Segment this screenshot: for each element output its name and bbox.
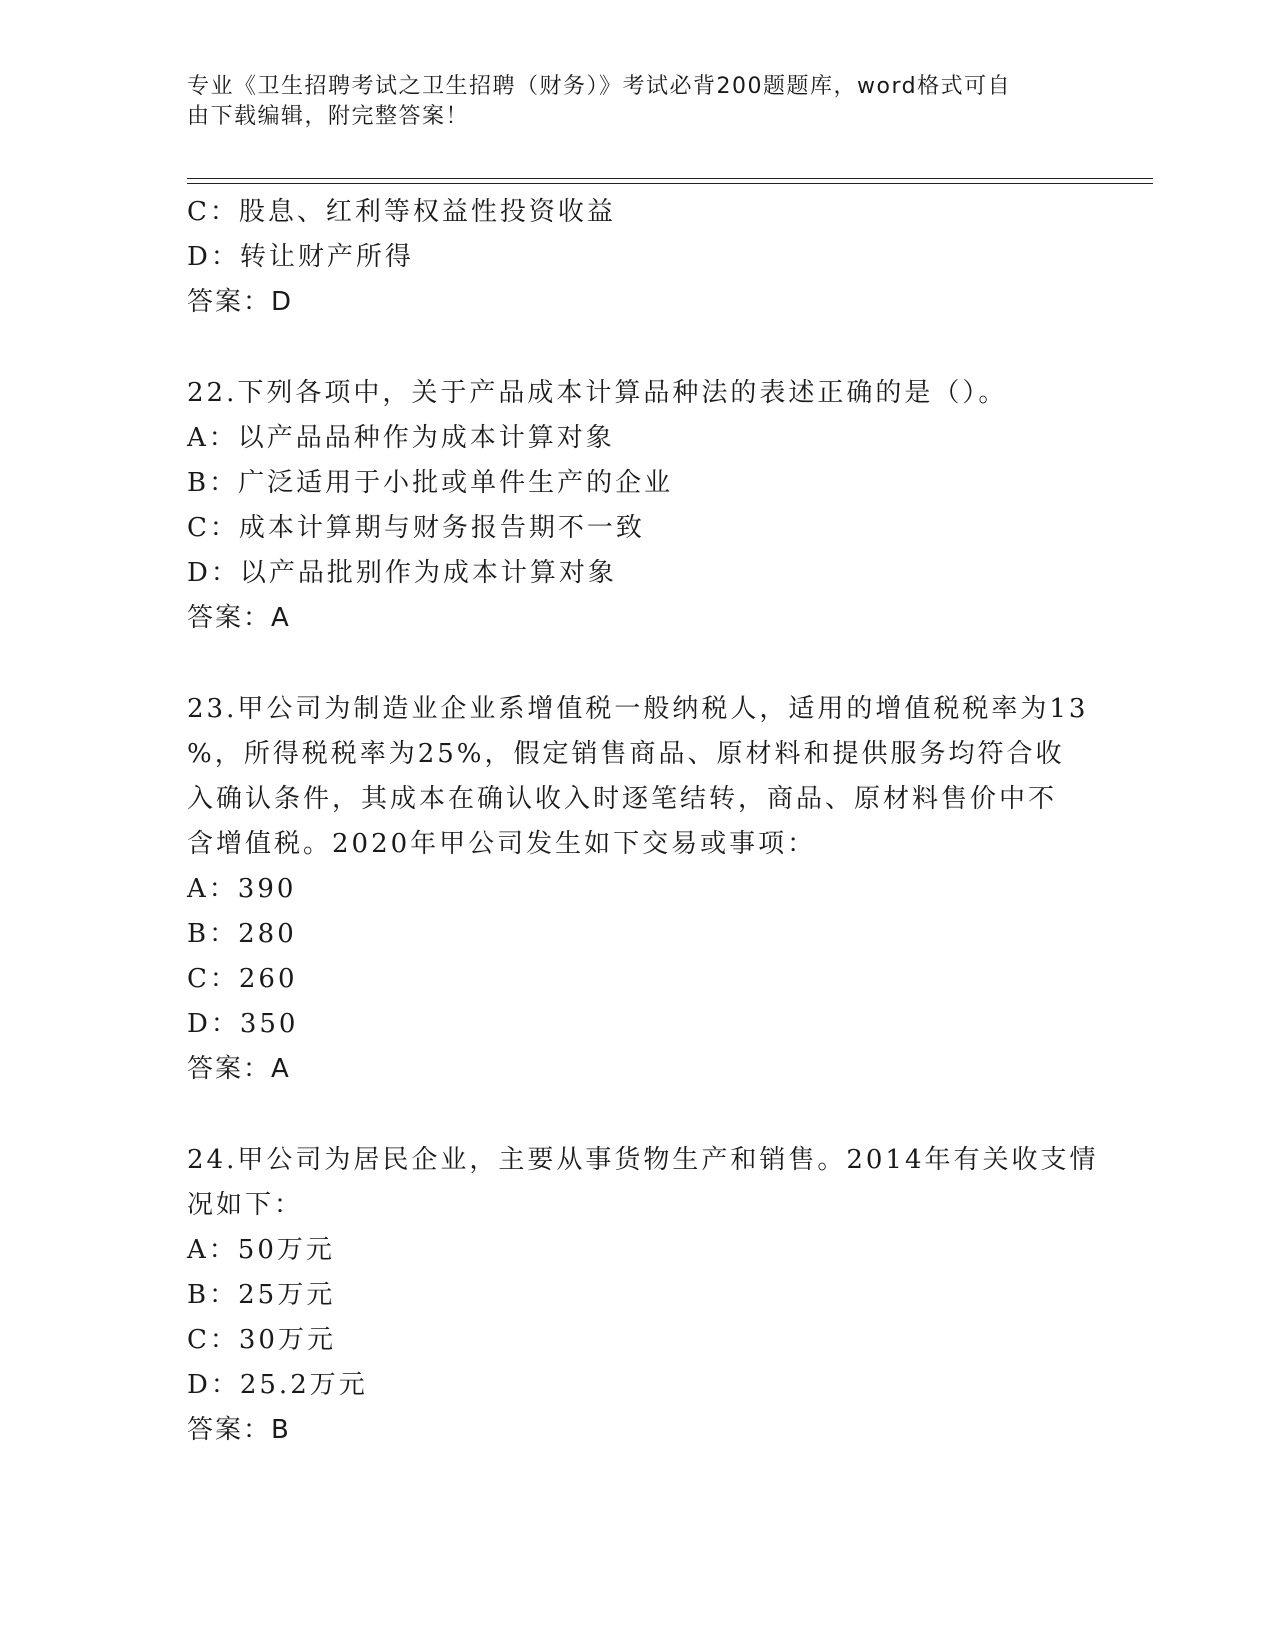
answer: 答案：B xyxy=(187,1415,291,1445)
question-23 xyxy=(187,687,1087,1092)
option-a: A：以产品品种作为成本计算对象 xyxy=(187,423,615,453)
question-24 xyxy=(187,1138,1099,1453)
option-c: C：30万元 xyxy=(187,1325,336,1355)
option-a: A：50万元 xyxy=(187,1235,335,1265)
question-stem-line: 入确认条件，其成本在确认收入时逐笔结转，商品、原材料售价中不 xyxy=(187,784,1058,814)
option-c: C：成本计算期与财务报告期不一致 xyxy=(187,513,645,543)
question-stem-line: 含增值税。2020年甲公司发生如下交易或事项： xyxy=(187,829,817,859)
option-d: D：以产品批别作为成本计算对象 xyxy=(187,558,617,588)
spacer xyxy=(187,325,1087,371)
question-stem: 22.下列各项中，关于产品成本计算品种法的表述正确的是（）。 xyxy=(187,378,1008,408)
question-stem-line: 况如下： xyxy=(187,1190,304,1220)
question-list xyxy=(187,190,1099,1453)
question-stem-line: 23.甲公司为制造业企业系增值税一般纳税人，适用的增值税税率为13 xyxy=(187,694,1089,724)
question-21-tail xyxy=(187,190,1087,325)
option-c: C：股息、红利等权益性投资收益 xyxy=(187,197,616,227)
option-d: D：350 xyxy=(187,1009,299,1039)
option-b: B：25万元 xyxy=(187,1280,336,1310)
document-header xyxy=(187,72,1067,132)
option-c: C：260 xyxy=(187,964,298,994)
option-b: B：280 xyxy=(187,919,297,949)
answer: 答案：A xyxy=(187,603,291,633)
answer: 答案：A xyxy=(187,1054,291,1084)
option-d: D：25.2万元 xyxy=(187,1370,368,1400)
question-stem-line: %，所得税税率为25%，假定销售商品、原材料和提供服务均符合收 xyxy=(187,739,1065,769)
option-a: A：390 xyxy=(187,874,297,904)
option-d: D：转让财产所得 xyxy=(187,242,414,272)
spacer xyxy=(187,1092,1087,1138)
header-line-1: 专业《卫生招聘考试之卫生招聘（财务）》考试必背200题题库，word格式可自 xyxy=(187,74,1012,99)
option-b: B：广泛适用于小批或单件生产的企业 xyxy=(187,468,674,498)
question-stem-line: 24.甲公司为居民企业，主要从事货物生产和销售。2014年有关收支情 xyxy=(187,1145,1099,1175)
header-divider-top xyxy=(187,178,1153,179)
answer: 答案：D xyxy=(187,287,294,317)
header-line-2: 由下载编辑，附完整答案！ xyxy=(187,104,470,129)
spacer xyxy=(187,641,1087,687)
header-divider-bottom xyxy=(187,183,1153,184)
question-22 xyxy=(187,371,1087,641)
